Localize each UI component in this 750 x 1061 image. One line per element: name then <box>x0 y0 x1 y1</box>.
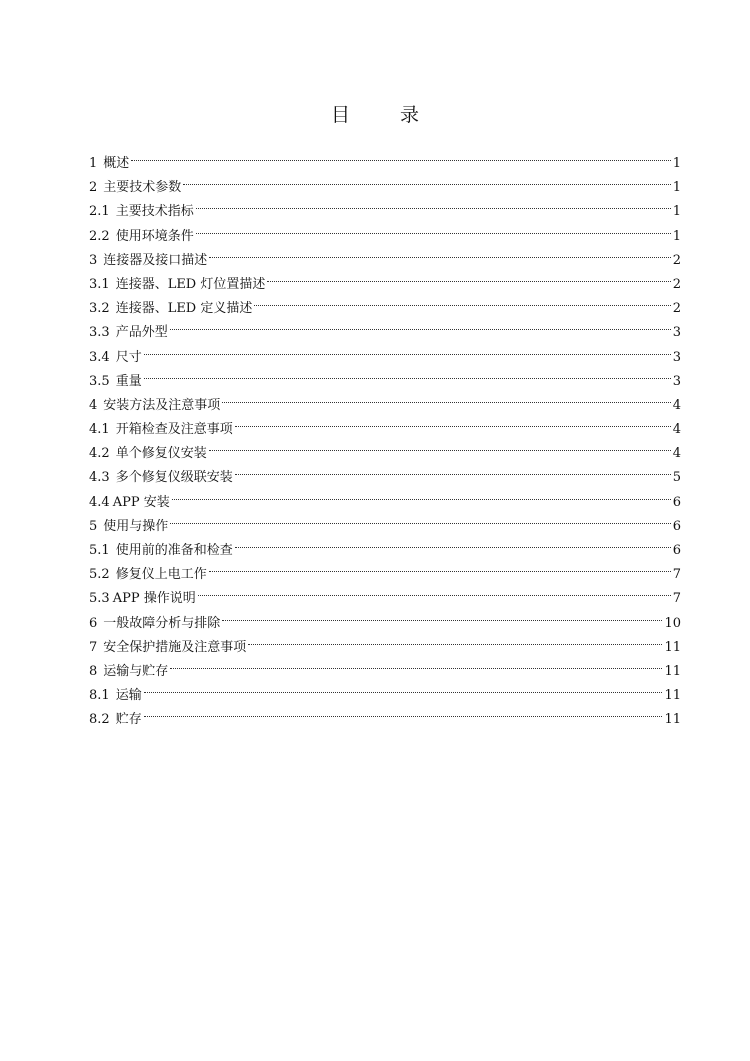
toc-dot-leader <box>235 409 671 433</box>
toc-entry[interactable] <box>89 506 681 534</box>
toc-dot-leader <box>144 361 671 385</box>
toc-entry-label: 概述 <box>103 156 130 171</box>
toc-entry-page: 6 <box>672 543 681 558</box>
toc-entry-page: 11 <box>664 712 681 728</box>
toc-entry-label: 重量 <box>115 373 142 389</box>
toc-entry-number: 4.2 <box>89 446 110 462</box>
toc-entry-label: 使用前的准备和检查 <box>115 543 233 558</box>
toc-entry-page: 3 <box>672 373 681 389</box>
toc-entry-page: 2 <box>672 252 681 268</box>
toc-entry-number: 3.5 <box>89 373 110 389</box>
toc-entry[interactable] <box>89 675 681 704</box>
toc-entry-number: 7 <box>89 639 98 655</box>
toc-entry-number: 5 <box>89 518 98 534</box>
toc-entry-label: 连接器、LED 定义描述 <box>115 301 253 317</box>
toc-entry-number: 5.3 <box>89 591 110 607</box>
toc-entry-page: 10 <box>664 615 681 631</box>
toc-entry-number: 3 <box>89 252 98 268</box>
toc-dot-leader <box>170 651 662 675</box>
toc-entry[interactable] <box>89 482 681 510</box>
toc-dot-leader <box>267 264 670 288</box>
toc-entry[interactable] <box>89 167 681 196</box>
toc-dot-leader <box>209 433 671 457</box>
toc-entry-number: 3.3 <box>89 325 110 341</box>
toc-entry-page: 4 <box>672 446 681 462</box>
toc-dot-leader <box>172 482 671 506</box>
toc-entry[interactable] <box>89 143 681 171</box>
toc-entry-page: 1 <box>672 228 681 244</box>
toc-entry-page: 4 <box>672 397 681 413</box>
toc-entry[interactable] <box>89 337 681 365</box>
toc-entry[interactable] <box>89 361 681 389</box>
toc-entry-number: 2.2 <box>89 228 110 244</box>
toc-entry-page: 6 <box>672 518 681 534</box>
toc-entry-page: 2 <box>672 301 681 317</box>
toc-entry-label: 贮存 <box>115 712 142 728</box>
toc-entry-label: 使用环境条件 <box>115 228 194 244</box>
toc-dot-leader <box>222 385 670 409</box>
toc-entry[interactable] <box>89 651 681 679</box>
toc-entry-label: 安全保护措施及注意事项 <box>103 639 247 655</box>
toc-entry-number: 3.1 <box>89 276 110 292</box>
toc-dot-leader <box>183 167 670 191</box>
toc-entry-label: 产品外型 <box>115 325 168 341</box>
toc-entry-page: 3 <box>672 325 681 341</box>
toc-dot-leader <box>131 143 670 167</box>
toc-entry-label: 开箱检查及注意事项 <box>115 422 233 438</box>
toc-entry-page: 1 <box>672 180 681 196</box>
toc-entry-page: 2 <box>672 276 681 292</box>
toc-list <box>89 143 681 728</box>
toc-entry-label: APP 操作说明 <box>112 591 196 607</box>
toc-dot-leader <box>144 675 663 699</box>
toc-entry-page: 6 <box>672 494 681 510</box>
toc-entry-number: 4.4 <box>89 494 110 510</box>
toc-entry-page: 7 <box>672 567 681 583</box>
toc-entry-page: 5 <box>672 470 681 486</box>
toc-entry-number: 5.1 <box>89 543 110 558</box>
toc-title: 目 录 <box>330 104 442 126</box>
toc-entry[interactable] <box>89 312 681 341</box>
toc-entry-page: 11 <box>664 688 681 704</box>
toc-dot-leader <box>235 457 671 481</box>
toc-dot-leader <box>144 699 663 723</box>
toc-entry-number: 3.4 <box>89 349 110 365</box>
toc-dot-leader <box>198 578 671 602</box>
toc-entry-page: 11 <box>664 663 681 679</box>
toc-entry[interactable] <box>89 385 681 413</box>
toc-entry-number: 4.3 <box>89 470 110 486</box>
toc-entry-number: 5.2 <box>89 567 110 583</box>
toc-entry-label: APP 安装 <box>112 494 170 510</box>
toc-dot-leader <box>196 216 671 240</box>
toc-entry-number: 4 <box>89 397 98 413</box>
toc-entry-number: 2.1 <box>89 204 110 220</box>
toc-entry-label: 主要技术指标 <box>115 204 194 220</box>
toc-entry-label: 单个修复仪安装 <box>115 446 207 462</box>
toc-entry-label: 多个修复仪级联安装 <box>115 470 233 486</box>
toc-dot-leader <box>170 506 670 530</box>
toc-entry[interactable] <box>89 530 681 558</box>
toc-entry-number: 8 <box>89 663 98 679</box>
toc-entry-page: 11 <box>664 639 681 655</box>
toc-dot-leader <box>170 312 671 336</box>
toc-entry-label: 安装方法及注意事项 <box>103 397 221 413</box>
toc-entry-label: 使用与操作 <box>103 518 169 534</box>
toc-entry-label: 一般故障分析与排除 <box>103 615 221 631</box>
toc-entry-number: 8.2 <box>89 712 110 728</box>
toc-entry-label: 运输 <box>115 688 142 704</box>
toc-entry-page: 7 <box>672 591 681 607</box>
toc-dot-leader <box>144 337 671 361</box>
toc-dot-leader <box>222 603 662 627</box>
toc-entry-number: 2 <box>89 180 98 196</box>
toc-dot-leader <box>209 240 670 264</box>
toc-entry-page: 1 <box>672 156 681 171</box>
toc-entry-label: 运输与贮存 <box>103 663 169 679</box>
toc-dot-leader <box>248 627 662 651</box>
toc-entry-label: 主要技术参数 <box>103 180 182 196</box>
toc-entry-number: 8.1 <box>89 688 110 704</box>
toc-dot-leader <box>196 191 671 215</box>
toc-dot-leader <box>254 288 670 312</box>
toc-entry-label: 连接器、LED 灯位置描述 <box>115 276 266 292</box>
toc-entry-label: 修复仪上电工作 <box>115 567 207 583</box>
toc-entry-label: 尺寸 <box>115 349 142 365</box>
toc-dot-leader <box>235 530 671 554</box>
toc-entry-number: 1 <box>89 156 98 171</box>
toc-entry-page: 1 <box>672 204 681 220</box>
toc-dot-leader <box>209 554 671 578</box>
toc-entry-number: 4.1 <box>89 422 110 438</box>
toc-entry-label: 连接器及接口描述 <box>103 252 208 268</box>
toc-entry-number: 3.2 <box>89 301 110 317</box>
toc-entry-page: 3 <box>672 349 681 365</box>
toc-entry-page: 4 <box>672 422 681 438</box>
toc-entry-number: 6 <box>89 615 98 631</box>
toc-entry[interactable] <box>89 699 681 728</box>
